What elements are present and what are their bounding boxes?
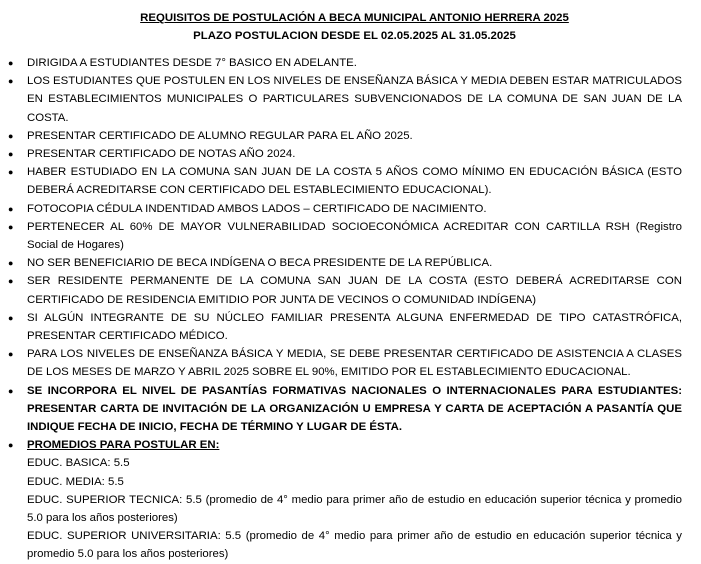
requirement-item [7,54,682,72]
requirement-item [7,127,682,145]
requirement-text: FOTOCOPIA CÉDULA INDENTIDAD AMBOS LADOS – CERTIFICADO DE NACIMIENTO. [27,202,487,215]
bullet-icon: ● [8,167,14,178]
requirement-text: LOS ESTUDIANTES QUE POSTULEN EN LOS NIVELES DE ENSEÑANZA BÁSICA Y MEDIA DEBEN ESTAR MATRICULADOS EN ESTABLECIMIENTOS MUNICIPALES O PARTICULARES SUBVENCIONADOS DE LA COMUNA DE SAN JUAN DE LA COSTA. [27,75,682,124]
requirement-item [7,309,682,345]
requirement-text: SE INCORPORA EL NIVEL DE PASANTÍAS FORMATIVAS NACIONALES O INTERNACIONALES PARA ESTUDIANTES: PRESENTAR CARTA DE INVITACIÓN DE LA ORGANIZACIÓN U EMPRESA Y CARTA DE ACEPTACIÓN A PASANTÍA QUE INDIQUE FECHA DE INICIO, FECHA DE TÉRMINO Y LUGAR DE ÉSTA. [27,384,682,434]
requirement-text: PERTENECER AL 60% DE MAYOR VULNERABILIDAD SOCIOECONÓMICA ACREDITAR CON CARTILLA RSH (Registro Social de Hogares) [27,220,682,252]
bullet-icon: ● [8,385,14,396]
requirements-list [7,54,682,564]
promedio-line: EDUC. SUPERIOR TECNICA: 5.5 (promedio de 4° medio para primer año de estudio en educación superior técnica y promedio 5.0 para los años posteriores) [27,493,682,525]
requirement-text: SI ALGÚN INTEGRANTE DE SU NÚCLEO FAMILIAR PRESENTA ALGUNA ENFERMEDAD DE TIPO CATASTRÓFICA, PRESENTAR CERTIFICADO MÉDICO. [27,311,682,343]
bullet-icon: ● [8,149,14,160]
document-title: REQUISITOS DE POSTULACIÓN A BECA MUNICIPAL ANTONIO HERRERA 2025 [140,12,569,24]
requirement-item [7,254,682,272]
promedio-line: EDUC. BASICA: 5.5 [27,457,130,470]
requirement-text: HABER ESTUDIADO EN LA COMUNA SAN JUAN DE LA COSTA 5 AÑOS COMO MÍNIMO EN EDUCACIÓN BÁSICA (ESTO DEBERÁ ACREDITARSE CON CERTIFICADO DEL ESTABLECIMIENTO EDUCACIONAL). [27,166,682,197]
requirement-item [7,200,682,218]
requirement-item [7,345,682,381]
requirement-item [7,272,682,308]
promedios-section [7,436,682,454]
bullet-icon: ● [8,440,14,451]
promedios-title: PROMEDIOS PARA POSTULAR EN: [27,439,220,452]
promedio-line: EDUC. SUPERIOR UNIVERSITARIA: 5.5 (promedio de 4° medio para primer año de estudio en educación superior técnica y promedio 5.0 para los años posteriores) [27,530,682,561]
requirement-text: NO SER BENEFICIARIO DE BECA INDÍGENA O BECA PRESIDENTE DE LA REPÚBLICA. [27,257,493,270]
requirement-item-pasantias [7,382,682,437]
requirement-item [7,145,682,163]
requirement-item [7,72,682,127]
bullet-icon: ● [8,312,14,323]
bullet-icon: ● [8,203,14,214]
requirement-item [7,218,682,254]
requirement-text: SER RESIDENTE PERMANENTE DE LA COMUNA SAN JUAN DE LA COSTA (ESTO DEBERÁ ACREDITARSE CON CERTIFICADO DE RESIDENCIA EMITIDIO POR JUNTA DE VECINOS O COMUNIDAD INDÍGENA) [27,275,682,306]
requirement-text: PARA LOS NIVELES DE ENSEÑANZA BÁSICA Y MEDIA, SE DEBE PRESENTAR CERTIFICADO DE ASISTENCIA A CLASES DE LOS MESES DE MARZO Y ABRIL 2025 SOBRE EL 90%, EMITIDO POR EL ESTABLECIMIENTO EDUCACIONAL. [27,348,682,379]
document-heading [27,9,682,45]
requirement-text: PRESENTAR CERTIFICADO DE NOTAS AÑO 2024. [27,148,296,161]
requirement-text: PRESENTAR CERTIFICADO DE ALUMNO REGULAR PARA EL AÑO 2025. [27,129,413,142]
bullet-icon: ● [8,276,14,287]
bullet-icon: ● [8,349,14,360]
bullet-icon: ● [8,76,14,87]
requirement-item [7,163,682,199]
promedio-line: EDUC. MEDIA: 5.5 [27,475,124,488]
bullet-icon: ● [8,221,14,232]
bullet-icon: ● [8,258,14,269]
document-subtitle: PLAZO POSTULACION DESDE EL 02.05.2025 AL 31.05.2025 [193,30,516,42]
requirement-text: DIRIGIDA A ESTUDIANTES DESDE 7° BASICO EN ADELANTE. [27,57,357,69]
bullet-icon: ● [8,130,14,141]
bullet-icon: ● [8,58,14,68]
